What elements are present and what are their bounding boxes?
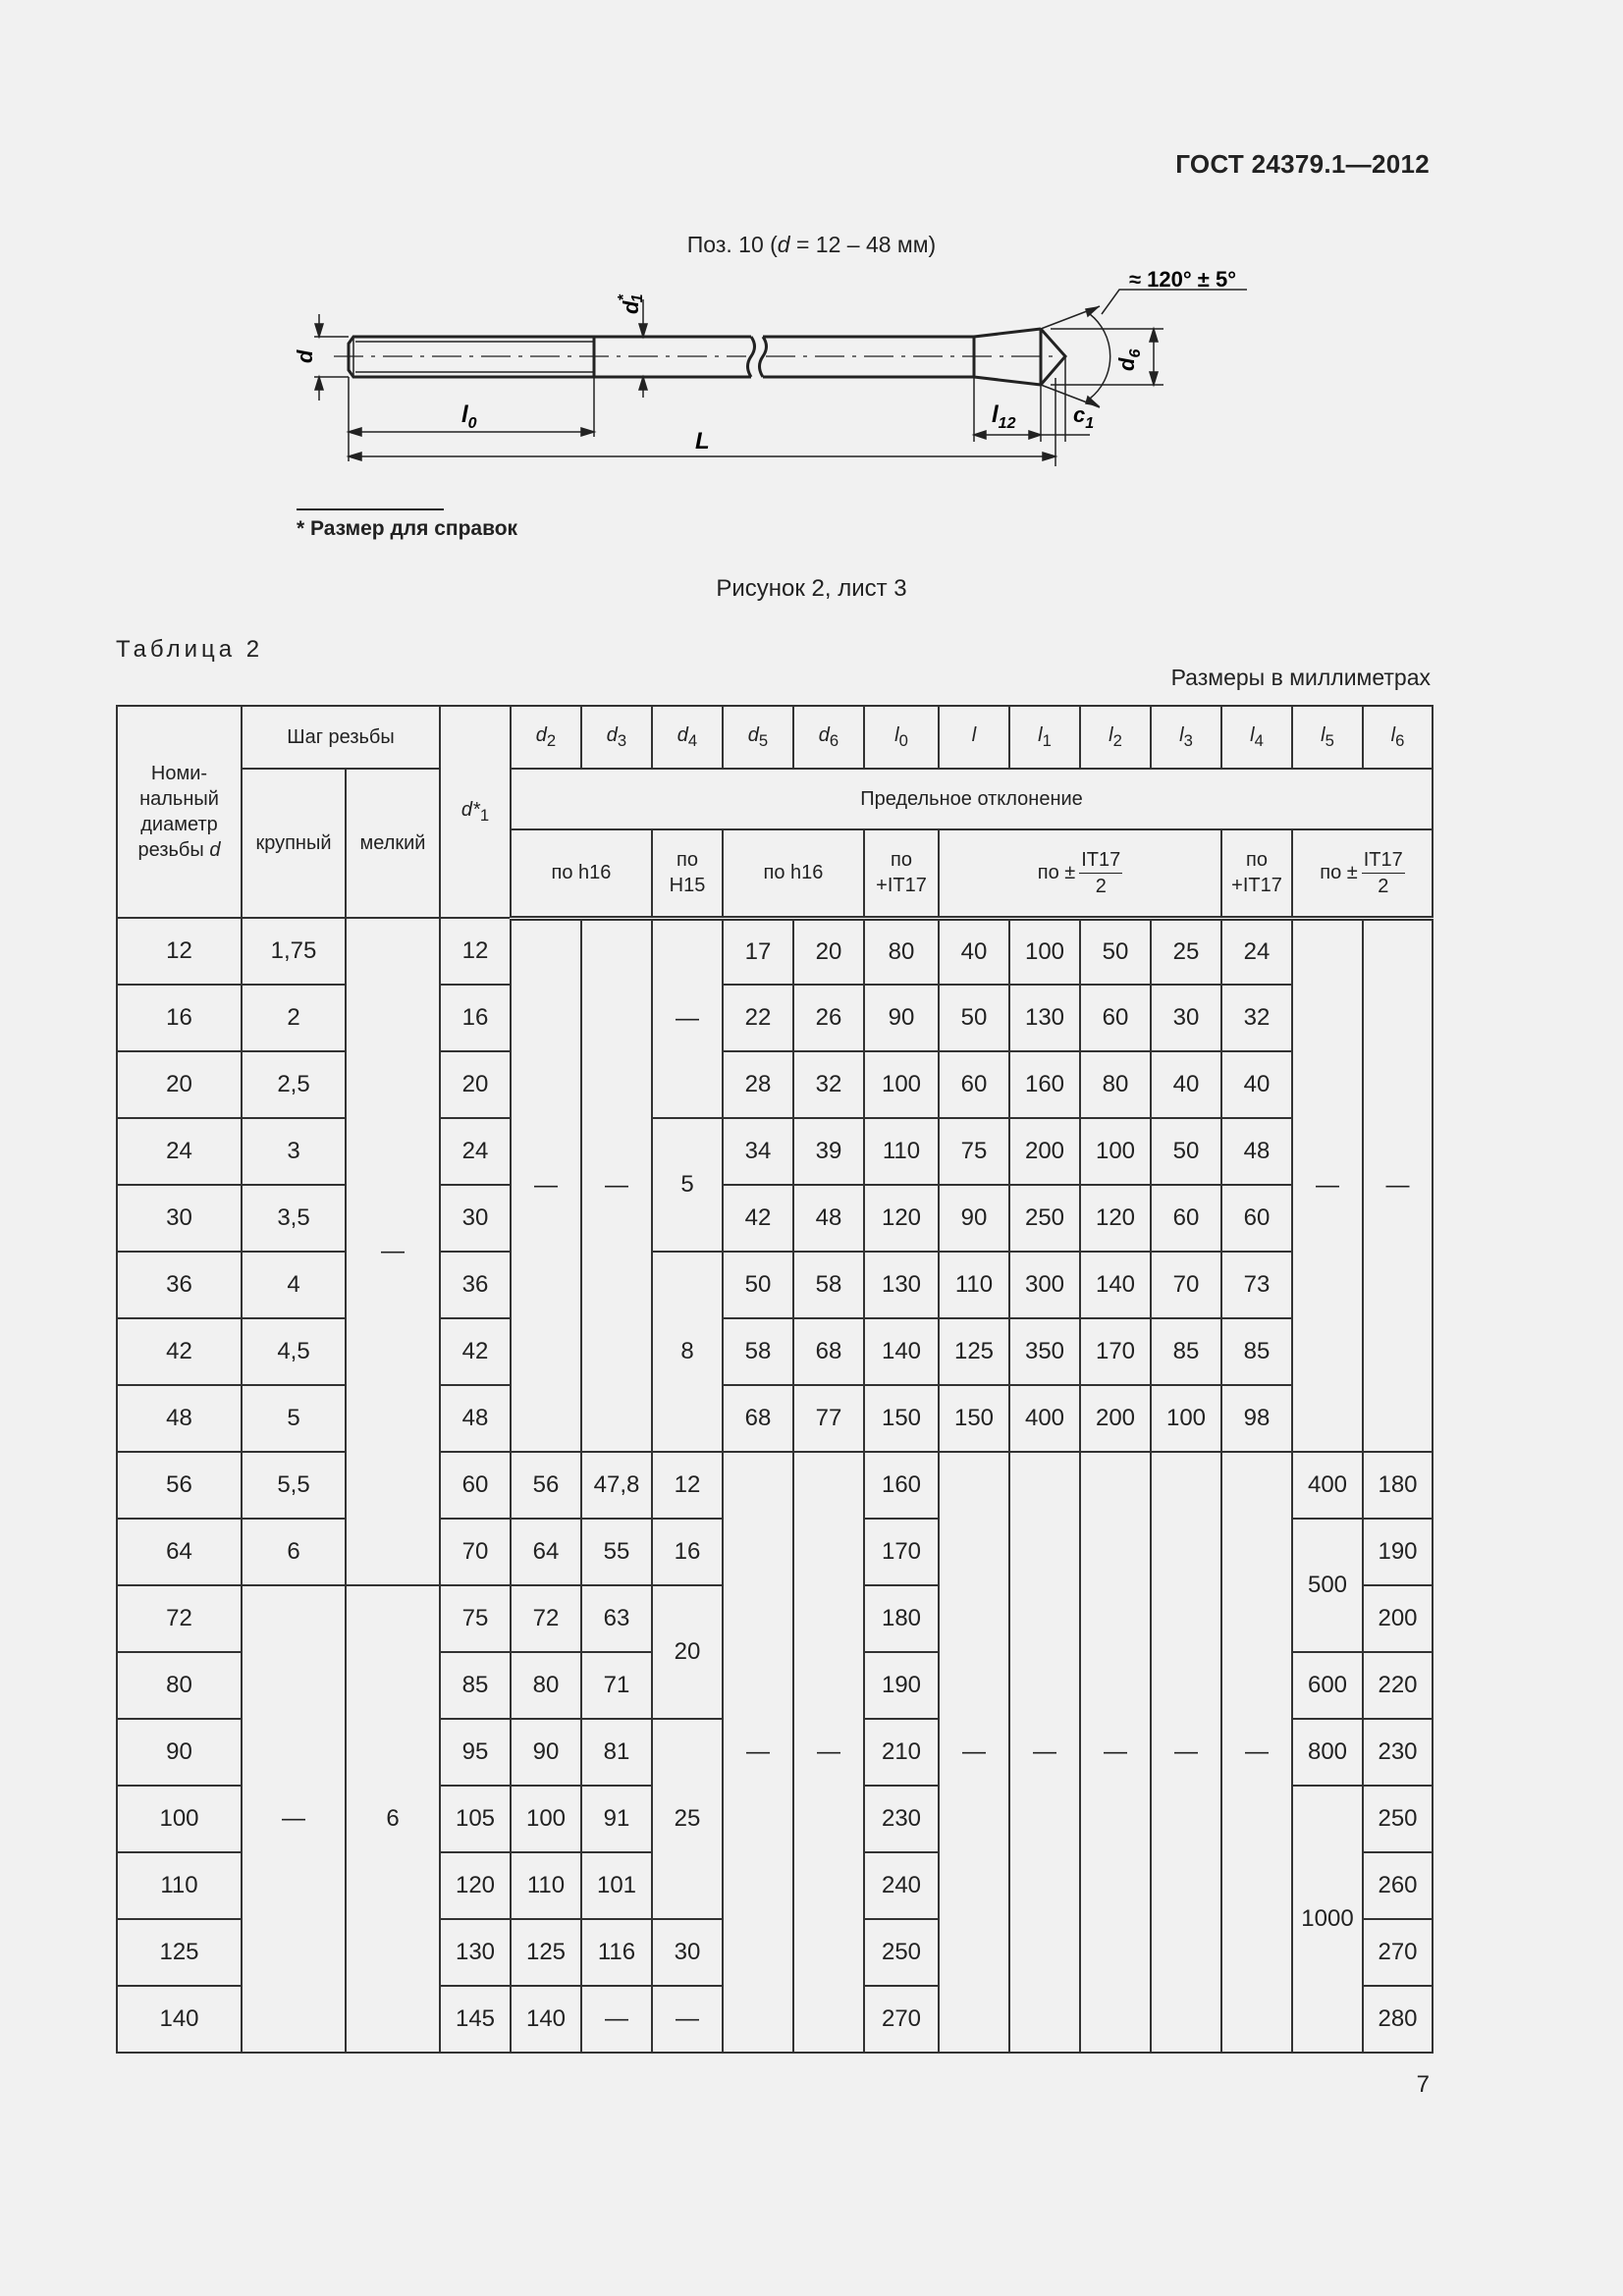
cell-d1: 120 bbox=[440, 1852, 511, 1919]
cell-d2: 80 bbox=[511, 1652, 581, 1719]
cell-d1: 30 bbox=[440, 1185, 511, 1252]
cell-l: 110 bbox=[939, 1252, 1009, 1318]
cell-l6: 220 bbox=[1363, 1652, 1433, 1719]
table-row bbox=[117, 985, 1433, 1051]
cell-d5: 68 bbox=[723, 1385, 793, 1452]
dim-d1-label: d bbox=[619, 300, 643, 314]
figure-title-var: d bbox=[777, 232, 790, 257]
header-col-sub: 4 bbox=[1254, 731, 1264, 751]
cell-nominal: 20 bbox=[117, 1051, 242, 1118]
cell-l4: 98 bbox=[1221, 1385, 1292, 1452]
cell-l2: 50 bbox=[1080, 918, 1151, 985]
cell-l1: 400 bbox=[1009, 1385, 1080, 1452]
cell-d4: — bbox=[652, 918, 723, 1118]
cell-d1: 70 bbox=[440, 1519, 511, 1585]
cell-d3: 71 bbox=[581, 1652, 652, 1719]
cell-d2: 100 bbox=[511, 1786, 581, 1852]
cell-l4: 32 bbox=[1221, 985, 1292, 1051]
cell-fine: — bbox=[346, 918, 440, 1585]
cell-nominal: 64 bbox=[117, 1519, 242, 1585]
cell-l1: 100 bbox=[1009, 918, 1080, 985]
dim-l12-label: l bbox=[992, 401, 999, 428]
cell-l0: 140 bbox=[864, 1318, 939, 1385]
header-d1-sub: 1 bbox=[479, 806, 490, 826]
cell-d2: 56 bbox=[511, 1452, 581, 1519]
cell-nominal: 12 bbox=[117, 918, 242, 985]
cell-l3: 100 bbox=[1151, 1385, 1221, 1452]
cell-l3: 30 bbox=[1151, 985, 1221, 1051]
cell-d1: 130 bbox=[440, 1919, 511, 1986]
cell-d3: 81 bbox=[581, 1719, 652, 1786]
cell-d2: 72 bbox=[511, 1585, 581, 1652]
table-units: Размеры в миллиметрах bbox=[1170, 665, 1431, 690]
cell-d3: — bbox=[581, 1986, 652, 2053]
cell-nominal: 100 bbox=[117, 1786, 242, 1852]
bolt-break-right bbox=[760, 337, 767, 377]
cell-l5: 500 bbox=[1292, 1519, 1363, 1652]
cell-nominal: 30 bbox=[117, 1185, 242, 1252]
cell-d1: 12 bbox=[440, 918, 511, 985]
cell-l6: 270 bbox=[1363, 1919, 1433, 1986]
cell-l0: 230 bbox=[864, 1786, 939, 1852]
header-coarse: крупный bbox=[242, 769, 346, 918]
cell-l: 125 bbox=[939, 1318, 1009, 1385]
header-col-var: d bbox=[676, 724, 688, 747]
cell-d5: 58 bbox=[723, 1318, 793, 1385]
table-row bbox=[117, 1118, 1433, 1185]
cell-l0: 120 bbox=[864, 1185, 939, 1252]
cell-l4: 73 bbox=[1221, 1252, 1292, 1318]
cell-l5: 800 bbox=[1292, 1719, 1363, 1786]
figure-caption: Рисунок 2, лист 3 bbox=[716, 575, 907, 602]
tol-fraction-den: 2 bbox=[1095, 875, 1107, 897]
cell-l5: — bbox=[1292, 918, 1363, 1452]
table-title: Таблица 2 bbox=[116, 636, 264, 663]
standard-number: ГОСТ 24379.1—2012 bbox=[1175, 149, 1430, 179]
header-col-sub: 2 bbox=[1112, 731, 1122, 751]
svg-text:d6 bbox=[1114, 349, 1144, 371]
cell-l6: 230 bbox=[1363, 1719, 1433, 1786]
cell-d4: — bbox=[652, 1986, 723, 2053]
cell-d1: 75 bbox=[440, 1585, 511, 1652]
cell-d6: 58 bbox=[793, 1252, 864, 1318]
cell-d5: 22 bbox=[723, 985, 793, 1051]
header-col-l5 bbox=[1292, 706, 1363, 769]
bolt-drawing bbox=[275, 255, 1276, 481]
cell-coarse: 2,5 bbox=[242, 1051, 346, 1118]
cell-coarse: — bbox=[242, 1585, 346, 2053]
table-row bbox=[117, 1185, 1433, 1252]
cell-d6: — bbox=[793, 1452, 864, 2053]
cell-coarse: 1,75 bbox=[242, 918, 346, 985]
header-col-var: d bbox=[606, 724, 618, 747]
dim-d6-label: d bbox=[1114, 357, 1139, 371]
tol-it17-b-line2: +IT17 bbox=[1231, 875, 1282, 897]
header-col-l3 bbox=[1151, 706, 1221, 769]
cell-l6: 190 bbox=[1363, 1519, 1433, 1585]
tol-it17-a bbox=[864, 829, 939, 918]
cell-l0: 250 bbox=[864, 1919, 939, 1986]
cell-d6: 26 bbox=[793, 985, 864, 1051]
header-col-var: l bbox=[1321, 724, 1325, 747]
cell-l1: — bbox=[1009, 1452, 1080, 2053]
cell-d1: 105 bbox=[440, 1786, 511, 1852]
cell-d6: 77 bbox=[793, 1385, 864, 1452]
cell-l5: 1000 bbox=[1292, 1786, 1363, 2053]
cell-nominal: 140 bbox=[117, 1986, 242, 2053]
cell-l3: 85 bbox=[1151, 1318, 1221, 1385]
cell-d2: — bbox=[511, 918, 581, 1452]
bolt-tip bbox=[1041, 329, 1065, 385]
dim-L-label: L bbox=[695, 428, 710, 454]
cell-d6: 39 bbox=[793, 1118, 864, 1185]
cell-l4: 85 bbox=[1221, 1318, 1292, 1385]
tol-h16-b: по h16 bbox=[723, 829, 864, 918]
header-col-sub: 3 bbox=[1183, 731, 1193, 751]
cell-d3: 47,8 bbox=[581, 1452, 652, 1519]
cell-l3: 40 bbox=[1151, 1051, 1221, 1118]
header-nominal bbox=[117, 706, 242, 918]
header-col-l bbox=[939, 706, 1009, 769]
dim-l0-sub: 0 bbox=[467, 415, 477, 432]
cell-l0: 210 bbox=[864, 1719, 939, 1786]
cell-coarse: 3,5 bbox=[242, 1185, 346, 1252]
cell-l6: 200 bbox=[1363, 1585, 1433, 1652]
cell-nominal: 16 bbox=[117, 985, 242, 1051]
cell-nominal: 48 bbox=[117, 1385, 242, 1452]
dim-l0-label: l bbox=[461, 401, 468, 428]
header-col-sub: 5 bbox=[758, 731, 769, 751]
cell-nominal: 72 bbox=[117, 1585, 242, 1652]
cell-d5: 42 bbox=[723, 1185, 793, 1252]
dim-d1-sup: * bbox=[616, 294, 632, 301]
cell-l3: 50 bbox=[1151, 1118, 1221, 1185]
cell-d5: 28 bbox=[723, 1051, 793, 1118]
cell-l4: 40 bbox=[1221, 1051, 1292, 1118]
tol-H15-line2: H15 bbox=[669, 875, 706, 897]
cell-l4: 60 bbox=[1221, 1185, 1292, 1252]
cell-l: — bbox=[939, 1452, 1009, 2053]
header-col-var: d bbox=[747, 724, 759, 747]
cell-l: 50 bbox=[939, 985, 1009, 1051]
tol-fraction-den: 2 bbox=[1378, 875, 1389, 897]
cell-l: 40 bbox=[939, 918, 1009, 985]
cell-l3: 25 bbox=[1151, 918, 1221, 985]
cell-l1: 130 bbox=[1009, 985, 1080, 1051]
header-col-l6 bbox=[1363, 706, 1433, 769]
cell-d4: 8 bbox=[652, 1252, 723, 1452]
cell-d4: 5 bbox=[652, 1118, 723, 1252]
cell-l0: 240 bbox=[864, 1852, 939, 1919]
page-number: 7 bbox=[1416, 2071, 1430, 2098]
header-col-sub: 2 bbox=[546, 731, 557, 751]
cell-d5: 34 bbox=[723, 1118, 793, 1185]
cell-l3: 70 bbox=[1151, 1252, 1221, 1318]
cell-l5: 400 bbox=[1292, 1452, 1363, 1519]
header-col-sub: 5 bbox=[1325, 731, 1334, 751]
tol-it17-b bbox=[1221, 829, 1292, 918]
cell-l0: 160 bbox=[864, 1452, 939, 1519]
figure-title-prefix: Поз. 10 ( bbox=[686, 232, 778, 257]
header-col-d2 bbox=[511, 706, 581, 769]
cell-l: 90 bbox=[939, 1185, 1009, 1252]
figure-title bbox=[0, 232, 1623, 258]
cell-l: 75 bbox=[939, 1118, 1009, 1185]
cell-l2: 120 bbox=[1080, 1185, 1151, 1252]
cell-l1: 350 bbox=[1009, 1318, 1080, 1385]
cell-l0: 150 bbox=[864, 1385, 939, 1452]
dim-d6-sub: 6 bbox=[1127, 348, 1144, 358]
cell-l2: 200 bbox=[1080, 1385, 1151, 1452]
cell-d3: 91 bbox=[581, 1786, 652, 1852]
cell-coarse: 5 bbox=[242, 1385, 346, 1452]
tol-H15-line1: по bbox=[676, 849, 698, 872]
cell-l1: 250 bbox=[1009, 1185, 1080, 1252]
cell-l0: 190 bbox=[864, 1652, 939, 1719]
cell-d1: 20 bbox=[440, 1051, 511, 1118]
cell-nominal: 36 bbox=[117, 1252, 242, 1318]
header-col-sub: 6 bbox=[1395, 731, 1405, 751]
tol-it17-a-line2: +IT17 bbox=[876, 875, 927, 897]
cell-d6: 32 bbox=[793, 1051, 864, 1118]
bolt-break-left bbox=[748, 337, 755, 377]
header-col-sub: 1 bbox=[1042, 731, 1052, 751]
cell-nominal: 80 bbox=[117, 1652, 242, 1719]
cell-coarse: 5,5 bbox=[242, 1452, 346, 1519]
tol-pm-text: по ± bbox=[1320, 861, 1358, 883]
cell-l2: 100 bbox=[1080, 1118, 1151, 1185]
cell-d1: 95 bbox=[440, 1719, 511, 1786]
cell-d2: 64 bbox=[511, 1519, 581, 1585]
tol-it17-b-line1: по bbox=[1246, 849, 1268, 872]
cell-nominal: 90 bbox=[117, 1719, 242, 1786]
header-pitch: Шаг резьбы bbox=[242, 706, 440, 769]
tol-fraction-num: IT17 bbox=[1362, 847, 1405, 874]
cell-l0: 100 bbox=[864, 1051, 939, 1118]
cell-nominal: 42 bbox=[117, 1318, 242, 1385]
svg-text:c1 bbox=[1073, 402, 1094, 432]
header-deviation: Предельное отклонение bbox=[511, 769, 1433, 829]
header-col-sub: 6 bbox=[829, 731, 839, 751]
tol-fraction-num: IT17 bbox=[1079, 847, 1122, 874]
tol-pm-text: по ± bbox=[1037, 861, 1076, 883]
cell-l0: 110 bbox=[864, 1118, 939, 1185]
cell-d3: 63 bbox=[581, 1585, 652, 1652]
header-col-var: l bbox=[1179, 724, 1184, 747]
header-col-sub: 3 bbox=[617, 731, 627, 751]
cell-d1: 24 bbox=[440, 1118, 511, 1185]
cell-d1: 16 bbox=[440, 985, 511, 1051]
cell-coarse: 3 bbox=[242, 1118, 346, 1185]
cell-l6: 260 bbox=[1363, 1852, 1433, 1919]
cell-coarse: 4,5 bbox=[242, 1318, 346, 1385]
cell-d3: 101 bbox=[581, 1852, 652, 1919]
table-row bbox=[117, 1385, 1433, 1452]
header-col-d5 bbox=[723, 706, 793, 769]
table-row bbox=[117, 1252, 1433, 1318]
header-col-var: l bbox=[894, 724, 899, 747]
dim-c1-sub: 1 bbox=[1085, 415, 1095, 432]
cell-l4: 48 bbox=[1221, 1118, 1292, 1185]
cell-d1: 60 bbox=[440, 1452, 511, 1519]
dimensions-table bbox=[116, 705, 1434, 2054]
header-nominal-var: d bbox=[209, 839, 221, 861]
table-row bbox=[117, 1318, 1433, 1385]
cell-l0: 180 bbox=[864, 1585, 939, 1652]
header-d1-var: d* bbox=[460, 799, 480, 822]
cell-l2: — bbox=[1080, 1452, 1151, 2053]
cell-l2: 80 bbox=[1080, 1051, 1151, 1118]
tol-pm-it17-a bbox=[939, 829, 1221, 918]
header-col-var: d bbox=[535, 724, 547, 747]
dim-d1-sub: 1 bbox=[629, 294, 646, 303]
header-col-var: l bbox=[1038, 724, 1043, 747]
table-row bbox=[117, 1452, 1433, 1519]
cell-l1: 300 bbox=[1009, 1252, 1080, 1318]
header-col-l1 bbox=[1009, 706, 1080, 769]
header-col-d3 bbox=[581, 706, 652, 769]
cell-d4: 25 bbox=[652, 1719, 723, 1919]
header-col-var: d bbox=[818, 724, 830, 747]
header-col-sub: 0 bbox=[898, 731, 908, 751]
svg-text:l12 bbox=[992, 401, 1016, 432]
header-col-sub: 4 bbox=[687, 731, 698, 751]
table-row bbox=[117, 1051, 1433, 1118]
cell-d2: 125 bbox=[511, 1919, 581, 1986]
cell-d1: 145 bbox=[440, 1986, 511, 2053]
cell-d4: 30 bbox=[652, 1919, 723, 1986]
cell-l2: 60 bbox=[1080, 985, 1151, 1051]
cell-d5: 17 bbox=[723, 918, 793, 985]
cell-d6: 48 bbox=[793, 1185, 864, 1252]
table-row bbox=[117, 918, 1433, 985]
cell-l4: 24 bbox=[1221, 918, 1292, 985]
cell-l6: 250 bbox=[1363, 1786, 1433, 1852]
header-col-l0 bbox=[864, 706, 939, 769]
header-col-var: l bbox=[971, 724, 977, 747]
cell-d3: 116 bbox=[581, 1919, 652, 1986]
cell-l0: 130 bbox=[864, 1252, 939, 1318]
header-col-var: l bbox=[1109, 724, 1113, 747]
cell-d4: 20 bbox=[652, 1585, 723, 1719]
cell-l3: — bbox=[1151, 1452, 1221, 2053]
cell-l4: — bbox=[1221, 1452, 1292, 2053]
cell-nominal: 24 bbox=[117, 1118, 242, 1185]
cell-coarse: 2 bbox=[242, 985, 346, 1051]
tol-fraction bbox=[1362, 847, 1405, 899]
cell-l3: 60 bbox=[1151, 1185, 1221, 1252]
cell-l6: — bbox=[1363, 918, 1433, 1452]
angle-label: ≈ 120° ± 5° bbox=[1129, 267, 1237, 292]
cell-d6: 68 bbox=[793, 1318, 864, 1385]
cell-d2: 90 bbox=[511, 1719, 581, 1786]
cell-nominal: 125 bbox=[117, 1919, 242, 1986]
figure-title-suffix: = 12 – 48 мм) bbox=[789, 232, 937, 257]
cell-l2: 170 bbox=[1080, 1318, 1151, 1385]
cell-d3: — bbox=[581, 918, 652, 1452]
tol-pm-it17-b bbox=[1292, 829, 1433, 918]
header-col-l4 bbox=[1221, 706, 1292, 769]
cell-l2: 140 bbox=[1080, 1252, 1151, 1318]
cell-d1: 48 bbox=[440, 1385, 511, 1452]
cell-d2: 140 bbox=[511, 1986, 581, 2053]
dim-c1-label: c bbox=[1073, 402, 1086, 427]
cell-l6: 180 bbox=[1363, 1452, 1433, 1519]
cell-d4: 12 bbox=[652, 1452, 723, 1519]
cell-d1: 42 bbox=[440, 1318, 511, 1385]
cell-d5: 50 bbox=[723, 1252, 793, 1318]
cell-d3: 55 bbox=[581, 1519, 652, 1585]
cell-l1: 160 bbox=[1009, 1051, 1080, 1118]
cell-coarse: 4 bbox=[242, 1252, 346, 1318]
cell-l0: 170 bbox=[864, 1519, 939, 1585]
footnote-rule bbox=[297, 508, 444, 510]
svg-text:l0 bbox=[461, 401, 477, 432]
cell-d6: 20 bbox=[793, 918, 864, 985]
footnote: * Размер для справок bbox=[297, 517, 518, 540]
cell-l: 60 bbox=[939, 1051, 1009, 1118]
header-col-d6 bbox=[793, 706, 864, 769]
cell-l: 150 bbox=[939, 1385, 1009, 1452]
tol-it17-a-line1: по bbox=[891, 849, 912, 872]
cell-d4: 16 bbox=[652, 1519, 723, 1585]
header-col-l2 bbox=[1080, 706, 1151, 769]
dim-d-label: d bbox=[293, 349, 317, 363]
cell-l5: 600 bbox=[1292, 1652, 1363, 1719]
cell-d1: 85 bbox=[440, 1652, 511, 1719]
header-col-var: l bbox=[1250, 724, 1255, 747]
header-col-d4 bbox=[652, 706, 723, 769]
cell-coarse: 6 bbox=[242, 1519, 346, 1585]
cell-d1: 36 bbox=[440, 1252, 511, 1318]
cell-nominal: 110 bbox=[117, 1852, 242, 1919]
cell-l0: 90 bbox=[864, 985, 939, 1051]
cell-nominal: 56 bbox=[117, 1452, 242, 1519]
svg-text:d*1 bbox=[616, 294, 646, 314]
dim-l12-sub: 12 bbox=[998, 415, 1016, 432]
cell-l0: 270 bbox=[864, 1986, 939, 2053]
tol-H15 bbox=[652, 829, 723, 918]
header-fine: мелкий bbox=[346, 769, 440, 918]
header-d1 bbox=[440, 706, 511, 918]
tol-h16-a: по h16 bbox=[511, 829, 652, 918]
cell-fine: 6 bbox=[346, 1585, 440, 2053]
cell-d5: — bbox=[723, 1452, 793, 2053]
cell-l1: 200 bbox=[1009, 1118, 1080, 1185]
cell-l0: 80 bbox=[864, 918, 939, 985]
cell-d2: 110 bbox=[511, 1852, 581, 1919]
header-nominal-text: Номи-нальный диаметр резьбы bbox=[137, 763, 219, 861]
tol-fraction bbox=[1079, 847, 1122, 899]
cell-l6: 280 bbox=[1363, 1986, 1433, 2053]
header-col-var: l bbox=[1390, 724, 1396, 747]
